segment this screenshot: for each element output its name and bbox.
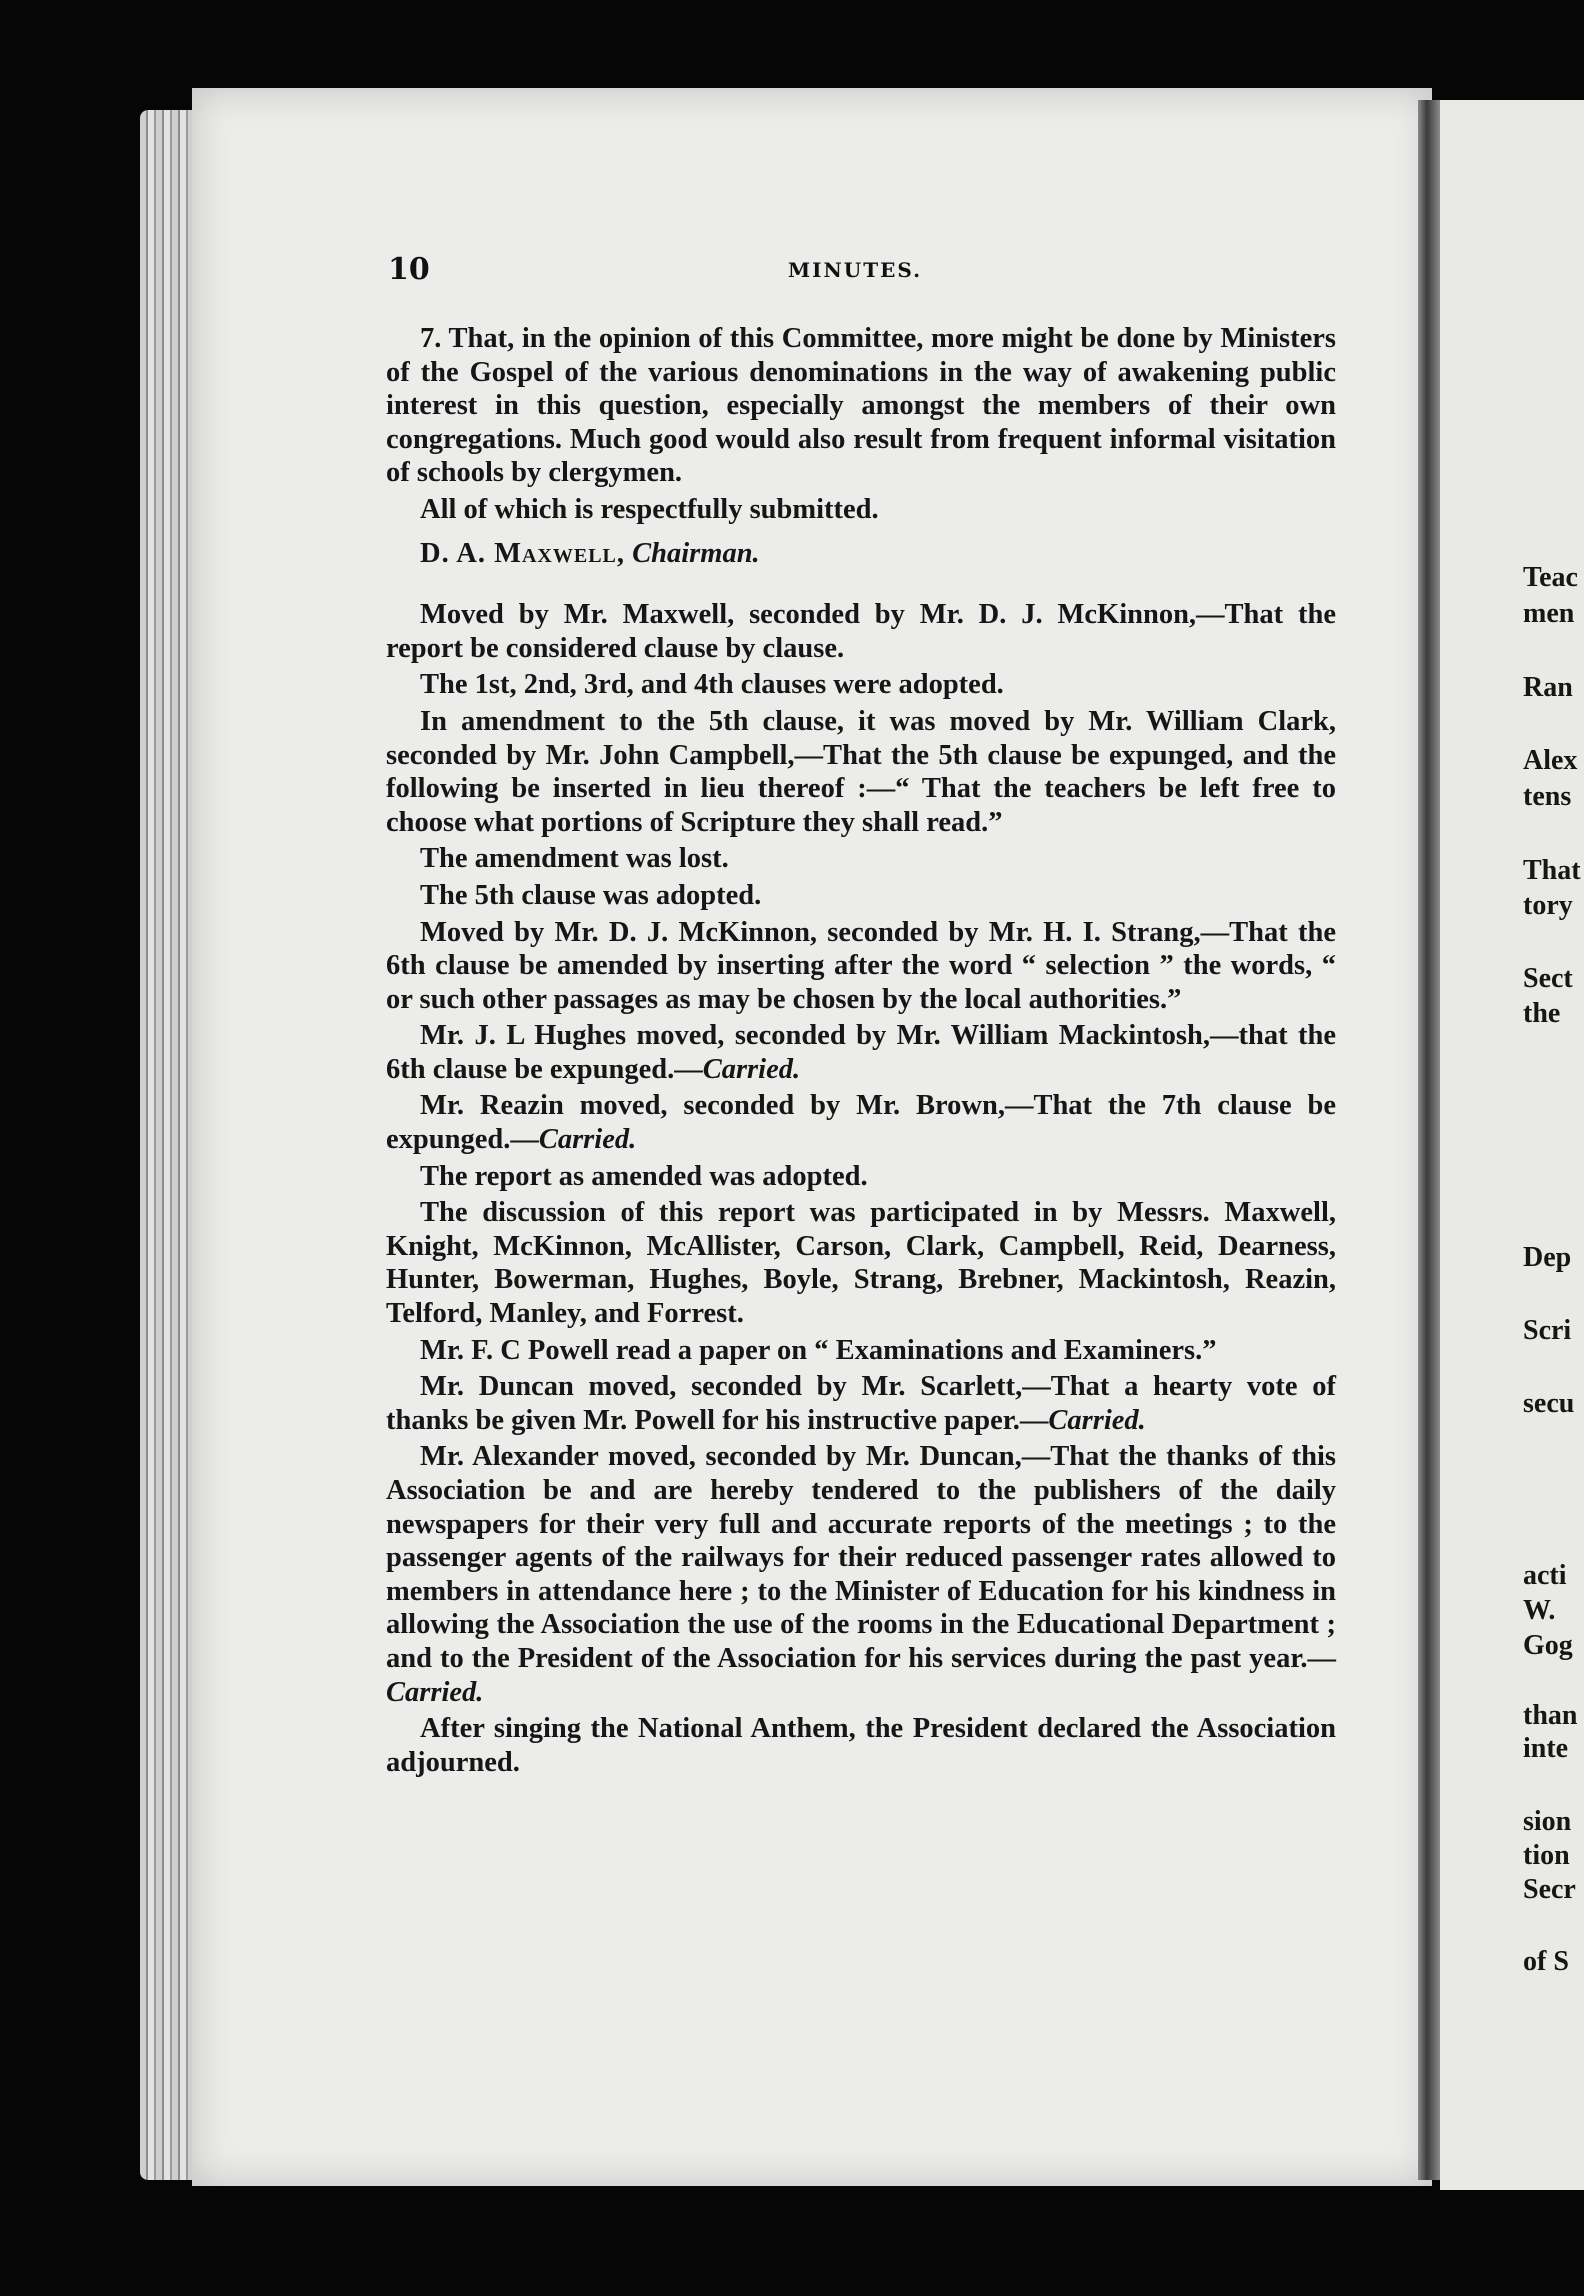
alexander-carried: Carried. bbox=[386, 1676, 484, 1708]
paragraph-anthem: After singing the National Anthem, the President declared the Association adjourned. bbox=[386, 1713, 1336, 1778]
right-fragment: inte bbox=[1523, 1733, 1569, 1764]
hughes-carried: Carried. bbox=[702, 1053, 801, 1085]
paragraph-motion-clause-by-clause: Moved by Mr. Maxwell, seconded by Mr. D. J. McKinnon,—That the report be considered clause by clause. bbox=[386, 599, 1336, 664]
right-fragment: tion bbox=[1523, 1840, 1570, 1871]
reazin-motion-text: Mr. Reazin moved, seconded by Mr. Brown,—That the 7th clause be expunged.— bbox=[386, 1090, 1336, 1156]
paragraph-amendment-lost: The amendment was lost. bbox=[420, 843, 729, 875]
right-fragment: acti bbox=[1523, 1560, 1567, 1591]
paragraph-discussion: The discussion of this report was participated in by Messrs. Maxwell, Knight, McKinnon, McAllister, Carson, Clark, Campbell, Reid, Dearness, Hunter, Bowerman, Hughes, Boyle, Strang, Brebner, Mackintosh, Reazin, Telford, Manley, and Forrest. bbox=[386, 1197, 1336, 1330]
right-fragment: Sect bbox=[1523, 963, 1573, 994]
minutes-text bbox=[386, 322, 1336, 1782]
paragraph-hughes-motion bbox=[386, 1019, 1336, 1086]
paragraph-submitted: All of which is respectfully submitted. bbox=[420, 493, 879, 525]
right-fragment: That bbox=[1523, 855, 1581, 886]
paragraph-clause-5-adopted: The 5th clause was adopted. bbox=[420, 879, 762, 911]
paragraph-motion-clause-6: Moved by Mr. D. J. McKinnon, seconded by Mr. H. I. Strang,—That the 6th clause be amended by inserting after the word “ selection ” the words, “ or such other passages as may be chosen by the local authorities.” bbox=[386, 916, 1336, 1015]
right-fragment: Alex bbox=[1523, 745, 1578, 776]
right-fragment: the bbox=[1523, 998, 1561, 1029]
book-gutter bbox=[1418, 100, 1440, 2180]
right-fragment: Dep bbox=[1523, 1242, 1572, 1273]
right-fragment: Scri bbox=[1523, 1315, 1572, 1346]
right-fragment: Secr bbox=[1523, 1874, 1576, 1905]
paragraph-report-adopted: The report as amended was adopted. bbox=[420, 1160, 868, 1192]
signature-name: D. A. Maxwell, bbox=[420, 537, 626, 569]
right-fragment: than bbox=[1523, 1700, 1578, 1731]
paragraph-powell-paper: Mr. F. C Powell read a paper on “ Examinations and Examiners.” bbox=[420, 1334, 1217, 1366]
reazin-carried: Carried. bbox=[538, 1124, 637, 1156]
page-number: 10 bbox=[388, 252, 430, 287]
duncan-motion-text: Mr. Duncan moved, seconded by Mr. Scarlett,—That a hearty vote of thanks be given Mr. Powell for his instructive paper.— bbox=[386, 1371, 1336, 1436]
page-header bbox=[388, 252, 1348, 292]
paragraph-clause-7: 7. That, in the opinion of this Committee, more might be done by Ministers of the Gospel of the various denominations in the way of awakening public interest in this question, especially amongst the members of their own congregations. Much good would also result from frequent informal visitation of schools by clergymen. bbox=[386, 323, 1336, 489]
right-fragment: tory bbox=[1523, 890, 1573, 921]
paragraph-reazin-motion bbox=[386, 1089, 1336, 1156]
paragraph-amendment-5: In amendment to the 5th clause, it was moved by Mr. William Clark, seconded by Mr. John Campbell,—That the 5th clause be expunged, and the following be inserted in lieu thereof :—“ That the teachers be left free to choose what portions of Scripture they shall read.” bbox=[386, 705, 1336, 838]
right-fragment: W. bbox=[1523, 1595, 1556, 1626]
hughes-motion-text: Mr. J. L Hughes moved, seconded by Mr. William Mackintosh,—that the 6th clause be expunged.— bbox=[386, 1020, 1336, 1085]
right-fragment: tens bbox=[1523, 781, 1572, 812]
paragraph-duncan-motion bbox=[386, 1370, 1336, 1437]
paragraph-clauses-adopted: The 1st, 2nd, 3rd, and 4th clauses were adopted. bbox=[420, 669, 1004, 701]
paragraph-alexander-motion bbox=[386, 1440, 1336, 1709]
right-fragment: Ran bbox=[1523, 672, 1573, 703]
right-fragment: of S bbox=[1523, 1946, 1569, 1977]
right-fragment: sion bbox=[1523, 1806, 1572, 1837]
signature bbox=[386, 537, 1306, 571]
running-head: MINUTES. bbox=[788, 258, 923, 282]
right-fragment: Teac bbox=[1523, 562, 1578, 593]
right-fragment: Gog bbox=[1523, 1630, 1573, 1661]
alexander-motion-text: Mr. Alexander moved, seconded by Mr. Duncan,—That the thanks of this Association be and are hereby tendered to the publishers of the daily newspapers for their very full and accurate reports of the meetings ; to the passenger agents of the railways for their reduced passenger rates allowed to members in attendance here ; to the Minister of Education for his kindness in allowing the Association the use of the rooms in the Educational Department ; and to the President of the Association for his services during the past year.— bbox=[386, 1441, 1336, 1674]
right-fragment: men bbox=[1523, 598, 1575, 629]
right-fragment: secu bbox=[1523, 1388, 1575, 1419]
page-edges bbox=[140, 110, 200, 2180]
duncan-carried: Carried. bbox=[1048, 1404, 1146, 1436]
signature-role: Chairman. bbox=[632, 537, 760, 569]
